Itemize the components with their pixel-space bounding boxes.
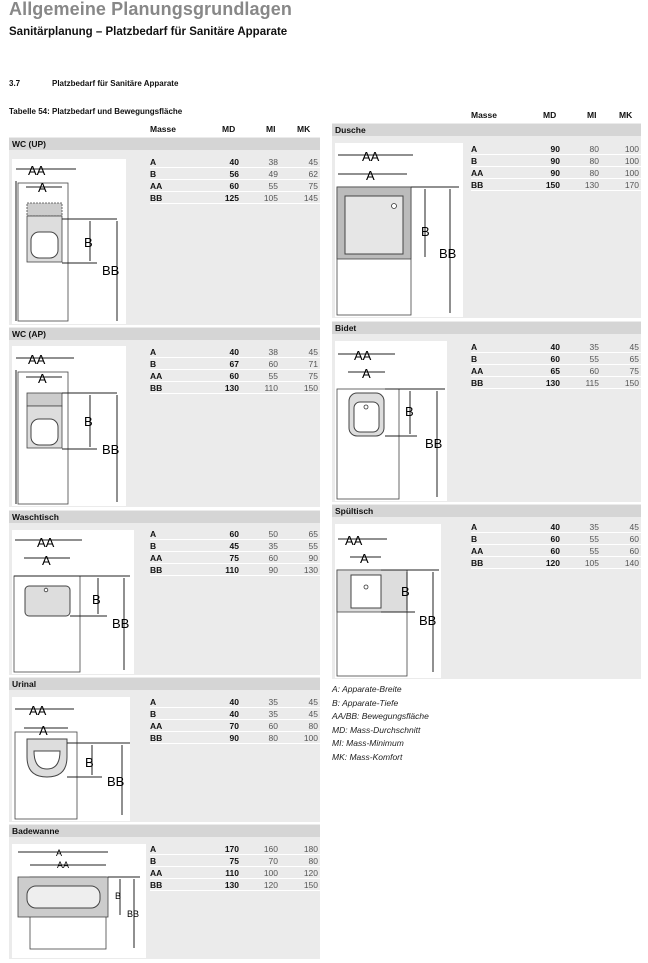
cell-mk: 71 (308, 359, 318, 369)
cell-mi: 50 (268, 529, 278, 539)
cell-mk: 62 (308, 169, 318, 179)
dim-label-bb: BB (419, 613, 437, 628)
cell-md: 130 (545, 378, 560, 388)
cell-md: 60 (550, 546, 560, 556)
cell-masse: AA (471, 168, 484, 178)
table-row (150, 540, 320, 552)
cell-md: 40 (550, 522, 560, 532)
cell-masse: B (150, 856, 157, 866)
table-row (471, 377, 641, 389)
cell-masse: B (150, 709, 157, 719)
table-row (150, 843, 320, 855)
fixture-spueltisch-title: Spültisch (332, 505, 641, 517)
dim-label-bb: BB (107, 774, 125, 789)
fixture-wc-up-title: WC (UP) (9, 138, 320, 150)
waschtisch-rows (150, 528, 320, 576)
cell-masse: B (150, 359, 157, 369)
cell-masse: AA (471, 366, 484, 376)
cell-md: 75 (229, 553, 239, 563)
section-number: 3.7 (9, 79, 21, 88)
cell-mi: 55 (589, 354, 599, 364)
legend (332, 683, 429, 765)
table-row (150, 358, 320, 370)
cell-masse: A (471, 342, 478, 352)
cell-masse: A (471, 522, 478, 532)
fixture-bidet-title: Bidet (332, 322, 641, 334)
cell-mk: 180 (303, 844, 318, 854)
cell-mi: 80 (589, 168, 599, 178)
cell-mi: 35 (589, 522, 599, 532)
dim-label-bb: BB (127, 909, 140, 919)
dim-label-aa: AA (354, 348, 372, 363)
dim-label-b: B (85, 755, 94, 770)
table-row (150, 855, 320, 867)
cell-mi: 80 (589, 156, 599, 166)
legend-item: MI: Mass-Minimum (332, 738, 404, 749)
table-row (150, 370, 320, 382)
table-row (471, 179, 641, 191)
table-row (150, 564, 320, 576)
cell-mk: 100 (624, 168, 639, 178)
fixture-waschtisch-title: Waschtisch (9, 511, 320, 523)
cell-masse: BB (150, 383, 163, 393)
table-row (150, 180, 320, 192)
cell-mk: 90 (308, 553, 318, 563)
dim-label-aa: AA (362, 149, 380, 164)
cell-mk: 170 (624, 180, 639, 190)
table-row (150, 708, 320, 720)
cell-masse: A (150, 529, 157, 539)
wc-up-rows (150, 156, 320, 204)
cell-md: 40 (229, 157, 239, 167)
cell-md: 65 (550, 366, 560, 376)
dusche-rows (471, 143, 641, 191)
cell-md: 170 (224, 844, 239, 854)
cell-masse: AA (150, 553, 163, 563)
cell-masse: B (471, 354, 478, 364)
table-row (150, 346, 320, 358)
cell-masse: BB (471, 558, 484, 568)
cell-mk: 45 (629, 342, 639, 352)
col-header-mi: MI (266, 124, 276, 134)
dim-label-aa: AA (57, 860, 70, 870)
cell-mk: 65 (629, 354, 639, 364)
cell-md: 130 (224, 880, 239, 890)
legend-item: B: Apparate-Tiefe (332, 697, 399, 708)
table-row (471, 545, 641, 557)
wc-ap-drawing (12, 346, 126, 506)
waschtisch-drawing (12, 530, 134, 674)
cell-masse: BB (150, 565, 163, 575)
cell-md: 56 (229, 169, 239, 179)
cell-md: 60 (229, 371, 239, 381)
cell-masse: AA (150, 181, 163, 191)
cell-mi: 49 (268, 169, 278, 179)
cell-mk: 65 (308, 529, 318, 539)
cell-masse: A (150, 347, 157, 357)
dim-label-b: B (115, 891, 122, 901)
cell-md: 75 (229, 856, 239, 866)
col-header-masse-right: Masse (471, 110, 497, 120)
cell-masse: BB (471, 378, 484, 388)
cell-mk: 45 (308, 709, 318, 719)
cell-md: 90 (229, 733, 239, 743)
cell-md: 70 (229, 721, 239, 731)
table-row (150, 528, 320, 540)
cell-mi: 105 (263, 193, 278, 203)
cell-mk: 150 (303, 383, 318, 393)
cell-mk: 75 (308, 371, 318, 381)
cell-md: 90 (550, 168, 560, 178)
dim-label-b: B (421, 224, 430, 239)
dim-label-b: B (401, 584, 410, 599)
dim-label-a: A (56, 848, 63, 858)
page-title: Allgemeine Planungsgrundlagen (9, 0, 292, 19)
cell-masse: BB (471, 180, 484, 190)
cell-mk: 100 (624, 156, 639, 166)
dim-label-bb: BB (439, 246, 457, 261)
cell-masse: B (150, 169, 157, 179)
spueltisch-rows (471, 521, 641, 569)
cell-mi: 35 (589, 342, 599, 352)
cell-mk: 120 (303, 868, 318, 878)
dim-label-bb: BB (102, 263, 120, 278)
table-row (471, 353, 641, 365)
cell-mk: 60 (629, 546, 639, 556)
cell-md: 60 (550, 354, 560, 364)
cell-mi: 60 (268, 553, 278, 563)
dim-label-a: A (360, 551, 369, 566)
cell-mi: 35 (268, 541, 278, 551)
cell-md: 40 (229, 709, 239, 719)
cell-mk: 145 (303, 193, 318, 203)
fixture-wc-ap-title: WC (AP) (9, 328, 320, 340)
cell-mi: 110 (264, 383, 278, 393)
cell-masse: A (471, 144, 478, 154)
cell-masse: A (150, 157, 157, 167)
cell-mi: 80 (268, 733, 278, 743)
table-row (150, 879, 320, 891)
cell-md: 110 (225, 565, 239, 575)
dim-label-a: A (366, 168, 375, 183)
cell-masse: A (150, 697, 157, 707)
dim-label-a: A (42, 553, 51, 568)
cell-md: 40 (229, 347, 239, 357)
cell-md: 120 (545, 558, 560, 568)
wc-ap-rows (150, 346, 320, 394)
cell-masse: B (150, 541, 157, 551)
cell-mi: 55 (268, 371, 278, 381)
table-row (471, 155, 641, 167)
cell-mk: 100 (624, 144, 639, 154)
col-header-md-right: MD (543, 110, 557, 120)
table-row (150, 732, 320, 744)
urinal-rows (150, 696, 320, 744)
cell-md: 150 (545, 180, 560, 190)
badewanne-drawing (12, 844, 146, 958)
cell-mk: 130 (303, 565, 318, 575)
table-row (471, 341, 641, 353)
cell-mk: 55 (308, 541, 318, 551)
cell-mk: 100 (303, 733, 318, 743)
dim-label-aa: AA (345, 533, 363, 548)
cell-md: 60 (229, 529, 239, 539)
cell-mi: 38 (268, 157, 278, 167)
dim-label-a: A (38, 371, 47, 386)
cell-mi: 70 (268, 856, 278, 866)
bidet-rows (471, 341, 641, 389)
cell-md: 110 (225, 868, 239, 878)
table-row (150, 867, 320, 879)
cell-mi: 55 (589, 546, 599, 556)
cell-masse: AA (150, 868, 163, 878)
spueltisch-drawing (335, 524, 441, 678)
cell-md: 60 (229, 181, 239, 191)
cell-md: 130 (224, 383, 239, 393)
cell-mk: 150 (303, 880, 318, 890)
col-header-mk-right: MK (619, 110, 633, 120)
dim-label-bb: BB (102, 442, 120, 457)
cell-mi: 80 (589, 144, 599, 154)
cell-md: 40 (229, 697, 239, 707)
cell-md: 60 (550, 534, 560, 544)
cell-mi: 60 (589, 366, 599, 376)
cell-mk: 80 (308, 721, 318, 731)
table-caption: Tabelle 54: Platzbedarf und Bewegungsfläche (9, 107, 183, 116)
cell-masse: A (150, 844, 157, 854)
legend-item: MK: Mass-Komfort (332, 751, 403, 762)
cell-mi: 35 (268, 697, 278, 707)
cell-mk: 60 (629, 534, 639, 544)
table-row (471, 521, 641, 533)
fixture-badewanne-title: Badewanne (9, 825, 320, 837)
cell-masse: BB (150, 880, 163, 890)
table-row (150, 168, 320, 180)
wc-up-drawing (12, 159, 126, 324)
dim-label-aa: AA (37, 535, 55, 550)
dim-label-b: B (84, 235, 93, 250)
cell-mi: 100 (263, 868, 278, 878)
table-row (471, 167, 641, 179)
dim-label-bb: BB (112, 616, 130, 631)
cell-md: 90 (550, 156, 560, 166)
cell-mk: 45 (629, 522, 639, 532)
table-row (150, 552, 320, 564)
dim-label-aa: AA (29, 703, 47, 718)
badewanne-rows (150, 843, 320, 891)
cell-masse: BB (150, 733, 163, 743)
cell-masse: AA (471, 546, 484, 556)
cell-mk: 45 (308, 697, 318, 707)
col-header-mk: MK (297, 124, 311, 134)
table-row (150, 696, 320, 708)
dim-label-aa: AA (28, 163, 46, 178)
cell-masse: B (471, 156, 478, 166)
cell-mi: 55 (589, 534, 599, 544)
cell-md: 67 (229, 359, 239, 369)
cell-mi: 55 (268, 181, 278, 191)
bidet-drawing (335, 341, 447, 501)
table-row (150, 156, 320, 168)
cell-mi: 130 (584, 180, 599, 190)
table-row (150, 720, 320, 732)
fixture-urinal-title: Urinal (9, 678, 320, 690)
cell-mk: 45 (308, 157, 318, 167)
cell-mk: 80 (308, 856, 318, 866)
dim-label-aa: AA (28, 352, 46, 367)
cell-masse: AA (150, 371, 163, 381)
cell-mi: 160 (263, 844, 278, 854)
cell-md: 90 (550, 144, 560, 154)
table-row (471, 533, 641, 545)
cell-md: 40 (550, 342, 560, 352)
dim-label-a: A (362, 366, 371, 381)
cell-masse: B (471, 534, 478, 544)
cell-mi: 105 (584, 558, 599, 568)
cell-mk: 75 (308, 181, 318, 191)
cell-mk: 140 (624, 558, 639, 568)
cell-mi: 115 (585, 378, 599, 388)
cell-mi: 90 (268, 565, 278, 575)
legend-item: MD: Mass-Durchschnitt (332, 724, 421, 735)
cell-md: 45 (229, 541, 239, 551)
cell-masse: BB (150, 193, 163, 203)
cell-mi: 60 (268, 721, 278, 731)
table-row (150, 192, 320, 204)
cell-masse: AA (150, 721, 163, 731)
col-header-masse: Masse (150, 124, 176, 134)
cell-mi: 60 (268, 359, 278, 369)
cell-mi: 120 (263, 880, 278, 890)
fixture-dusche-title: Dusche (332, 124, 641, 136)
cell-mi: 35 (268, 709, 278, 719)
table-row (150, 382, 320, 394)
section-title: Platzbedarf für Sanitäre Apparate (52, 79, 179, 88)
legend-item: A: Apparate-Breite (332, 684, 402, 694)
page-subtitle: Sanitärplanung – Platzbedarf für Sanitäre Apparate (9, 26, 288, 38)
table-row (471, 143, 641, 155)
dim-label-b: B (405, 404, 414, 419)
col-header-md: MD (222, 124, 236, 134)
dim-label-bb: BB (425, 436, 443, 451)
cell-mk: 75 (629, 366, 639, 376)
table-row (471, 365, 641, 377)
legend-item: AA/BB: Bewegungsfläche (332, 711, 429, 722)
col-header-mi-right: MI (587, 110, 597, 120)
cell-mk: 45 (308, 347, 318, 357)
dusche-drawing (335, 143, 463, 317)
dim-label-a: A (38, 180, 47, 195)
cell-mi: 38 (268, 347, 278, 357)
table-row (471, 557, 641, 569)
dim-label-a: A (39, 723, 48, 738)
urinal-drawing (12, 697, 130, 821)
cell-mk: 150 (624, 378, 639, 388)
dim-label-b: B (92, 592, 101, 607)
cell-md: 125 (224, 193, 239, 203)
dim-label-b: B (84, 414, 93, 429)
